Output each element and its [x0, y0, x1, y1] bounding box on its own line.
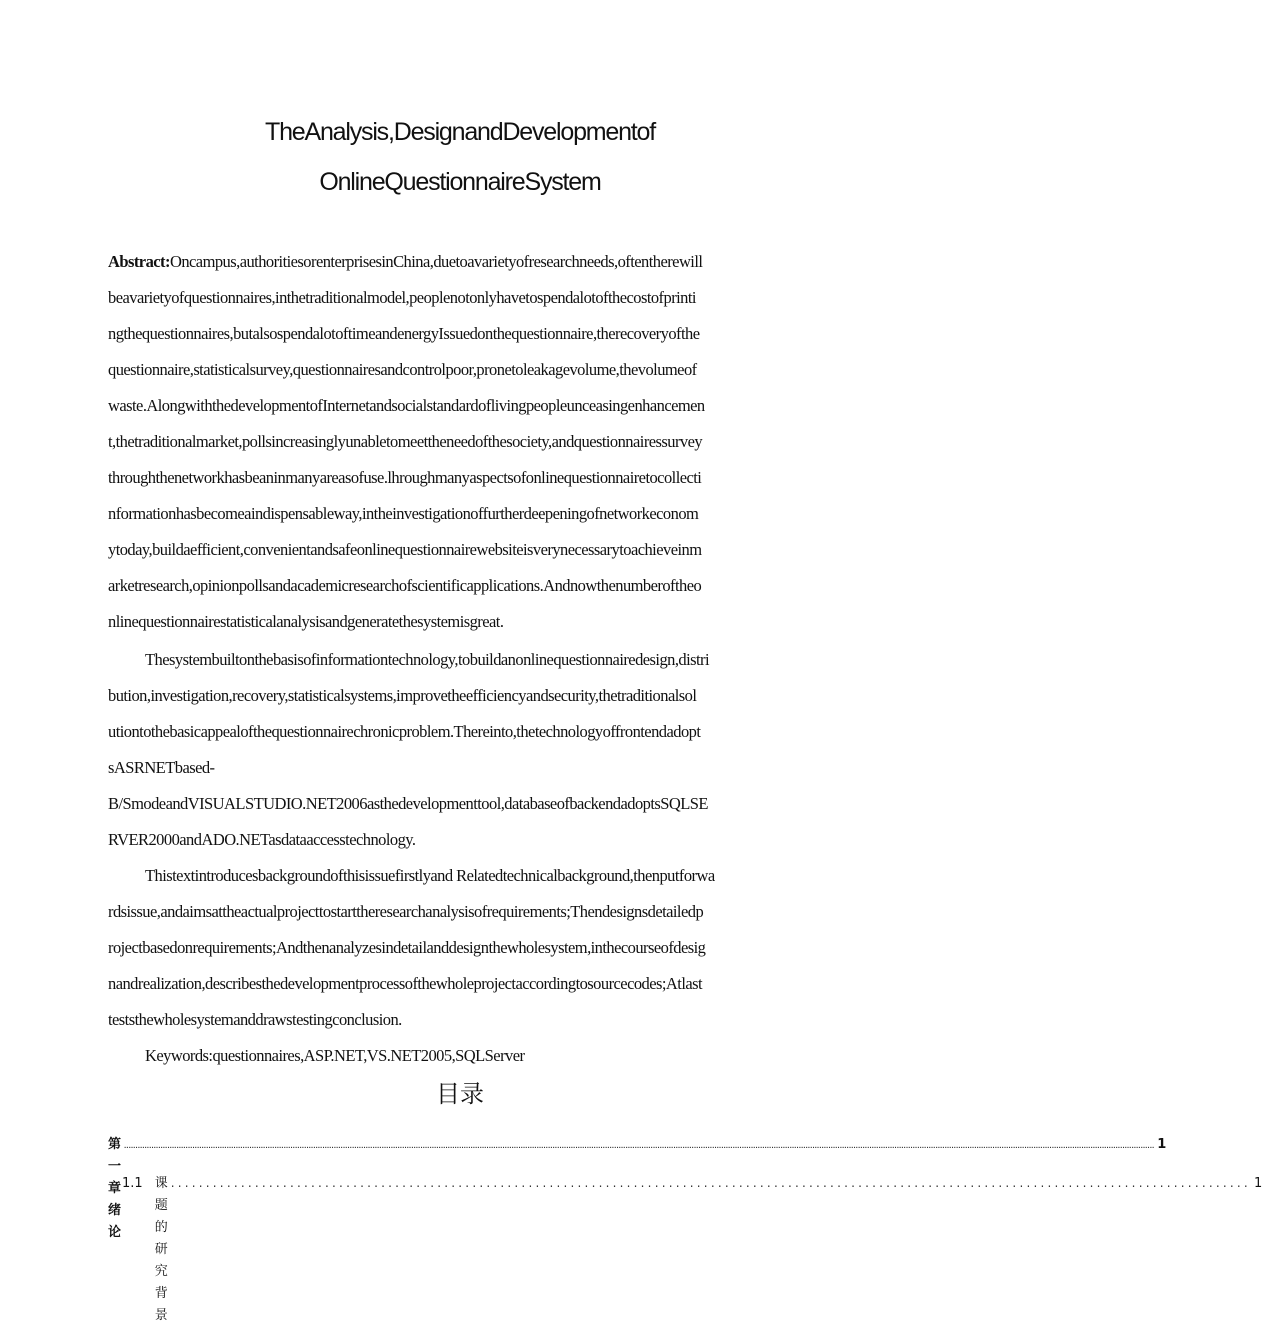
- abstract-paragraph: [108, 244, 830, 640]
- paragraph-line: Thistextintroducesbackgroundofthisissuefirstlyand Relatedtechnicalbackground,thenputforwa: [145, 866, 715, 885]
- title-line-1: TheAnalysis,DesignandDevelopmentof: [265, 118, 655, 146]
- system-description-paragraph: [108, 642, 830, 858]
- paragraph-line: rojectbasedonrequirements;Andthenanalyzesindetailanddesignthewholesystem,inthecourseofdesig: [108, 938, 706, 957]
- abstract-line: arketresearch,opinionpollsandacademicresearchofscientificapplications.Andnowthenumberoftheo: [108, 576, 702, 595]
- paragraph-line: RVER2000andADO.NETasdataaccesstechnology.: [108, 830, 416, 849]
- toc-title: 目录: [436, 1080, 484, 1108]
- abstract-line: ngthequestionnaires,butalsospendalotoftimeandenergyIssuedonthequestionnaire,therecoveryofthe: [108, 324, 700, 343]
- text-overview-paragraph: [108, 858, 830, 1038]
- abstract-line: waste.AlongwiththedevelopmentofInternetandsocialstandardoflivingpeopleunceasingenhancemen: [108, 396, 705, 415]
- paragraph-line: bution,investigation,recovery,statisticalsystems,improvetheefficiencyandsecurity,thetraditionalsol: [108, 686, 697, 705]
- paragraph-line: nandrealization,describesthedevelopmentprocessofthewholeprojectaccordingtosourcecodes;Atlast: [108, 974, 703, 993]
- toc-entry-page: 1: [1157, 1137, 1167, 1152]
- paragraph-line: rdsissue,andaimsattheactualprojecttostarttheresearchanalysisofrequirements;Thendesignsdetailedp: [108, 902, 704, 921]
- abstract-line: nlinequestionnairestatisticalanalysisandgeneratethesystemisgreat.: [108, 612, 504, 631]
- abstract-line-text: Oncampus,authoritiesorenterprisesinChina,duetoavarietyofresearchneeds,oftentherewill: [169, 252, 703, 271]
- abstract-line: [108, 244, 830, 280]
- paragraph-line: Thesystembuiltonthebasisofinformationtechnology,tobuildanonlinequestionnairedesign,distri: [145, 650, 710, 669]
- paragraph-line: sASRNETbased-: [108, 758, 215, 777]
- toc-entry-1-1[interactable]: [122, 1172, 1262, 1323]
- toc-entry-label: 课题的研究背景: [154, 1176, 168, 1323]
- toc-entry-label: 第一章绪论: [108, 1137, 122, 1240]
- title-line-2: OnlineQuestionnaireSystem: [319, 168, 601, 196]
- abstract-line: nformationhasbecomeaindispensableway,intheinvestigationoffurtherdeepeningofnetworkeconom: [108, 504, 699, 523]
- toc-leader-dots: ....................................................................................................................................................................................................................................................................................................................................................................................................................................................................: [124, 1143, 1155, 1150]
- toc-entry-page: 1: [1253, 1176, 1262, 1191]
- abstract-line: beavarietyofquestionnaires,inthetraditionalmodel,peoplenotonlyhavetospendalotofthecostofprinti: [108, 288, 696, 307]
- paragraph-line: utiontothebasicappealofthequestionnairechronicproblem.Thereinto,thetechnologyoffrontendadopt: [108, 722, 701, 741]
- toc-leader-dots: ..........................................................................................................................................................: [170, 1176, 1251, 1190]
- abstract-label: Abstract:: [108, 252, 170, 271]
- abstract-line: questionnaire,statisticalsurvey,questionnairesandcontrolpoor,pronetoleakagevolume,thevolumeof: [108, 360, 697, 379]
- keywords-text: Keywords:questionnaires,ASP.NET,VS.NET2005,SQLServer: [145, 1046, 525, 1065]
- abstract-line: t,thetraditionalmarket,pollsincreasinglyunabletomeettheneedofthesociety,andquestionnairessurvey: [108, 432, 703, 451]
- keywords-line: [108, 1038, 830, 1074]
- paragraph-line: teststhewholesystemanddrawstestingconclusion.: [108, 1010, 402, 1029]
- paragraph-line: B/SmodeandVISUALSTUDIO.NET2006asthedevelopmenttool,databaseofbackendadoptsSQLSE: [108, 794, 708, 813]
- toc-entry-number: 1.1: [122, 1176, 143, 1191]
- abstract-line: ytoday,buildaefficient,convenientandsafeonlinequestionnairewebsiteisverynecessarytoachieveinm: [108, 540, 702, 559]
- abstract-line: throughthenetworkhasbeaninmanyareasofuse.lhroughmanyaspectsofonlinequestionnairetocollecti: [108, 468, 702, 487]
